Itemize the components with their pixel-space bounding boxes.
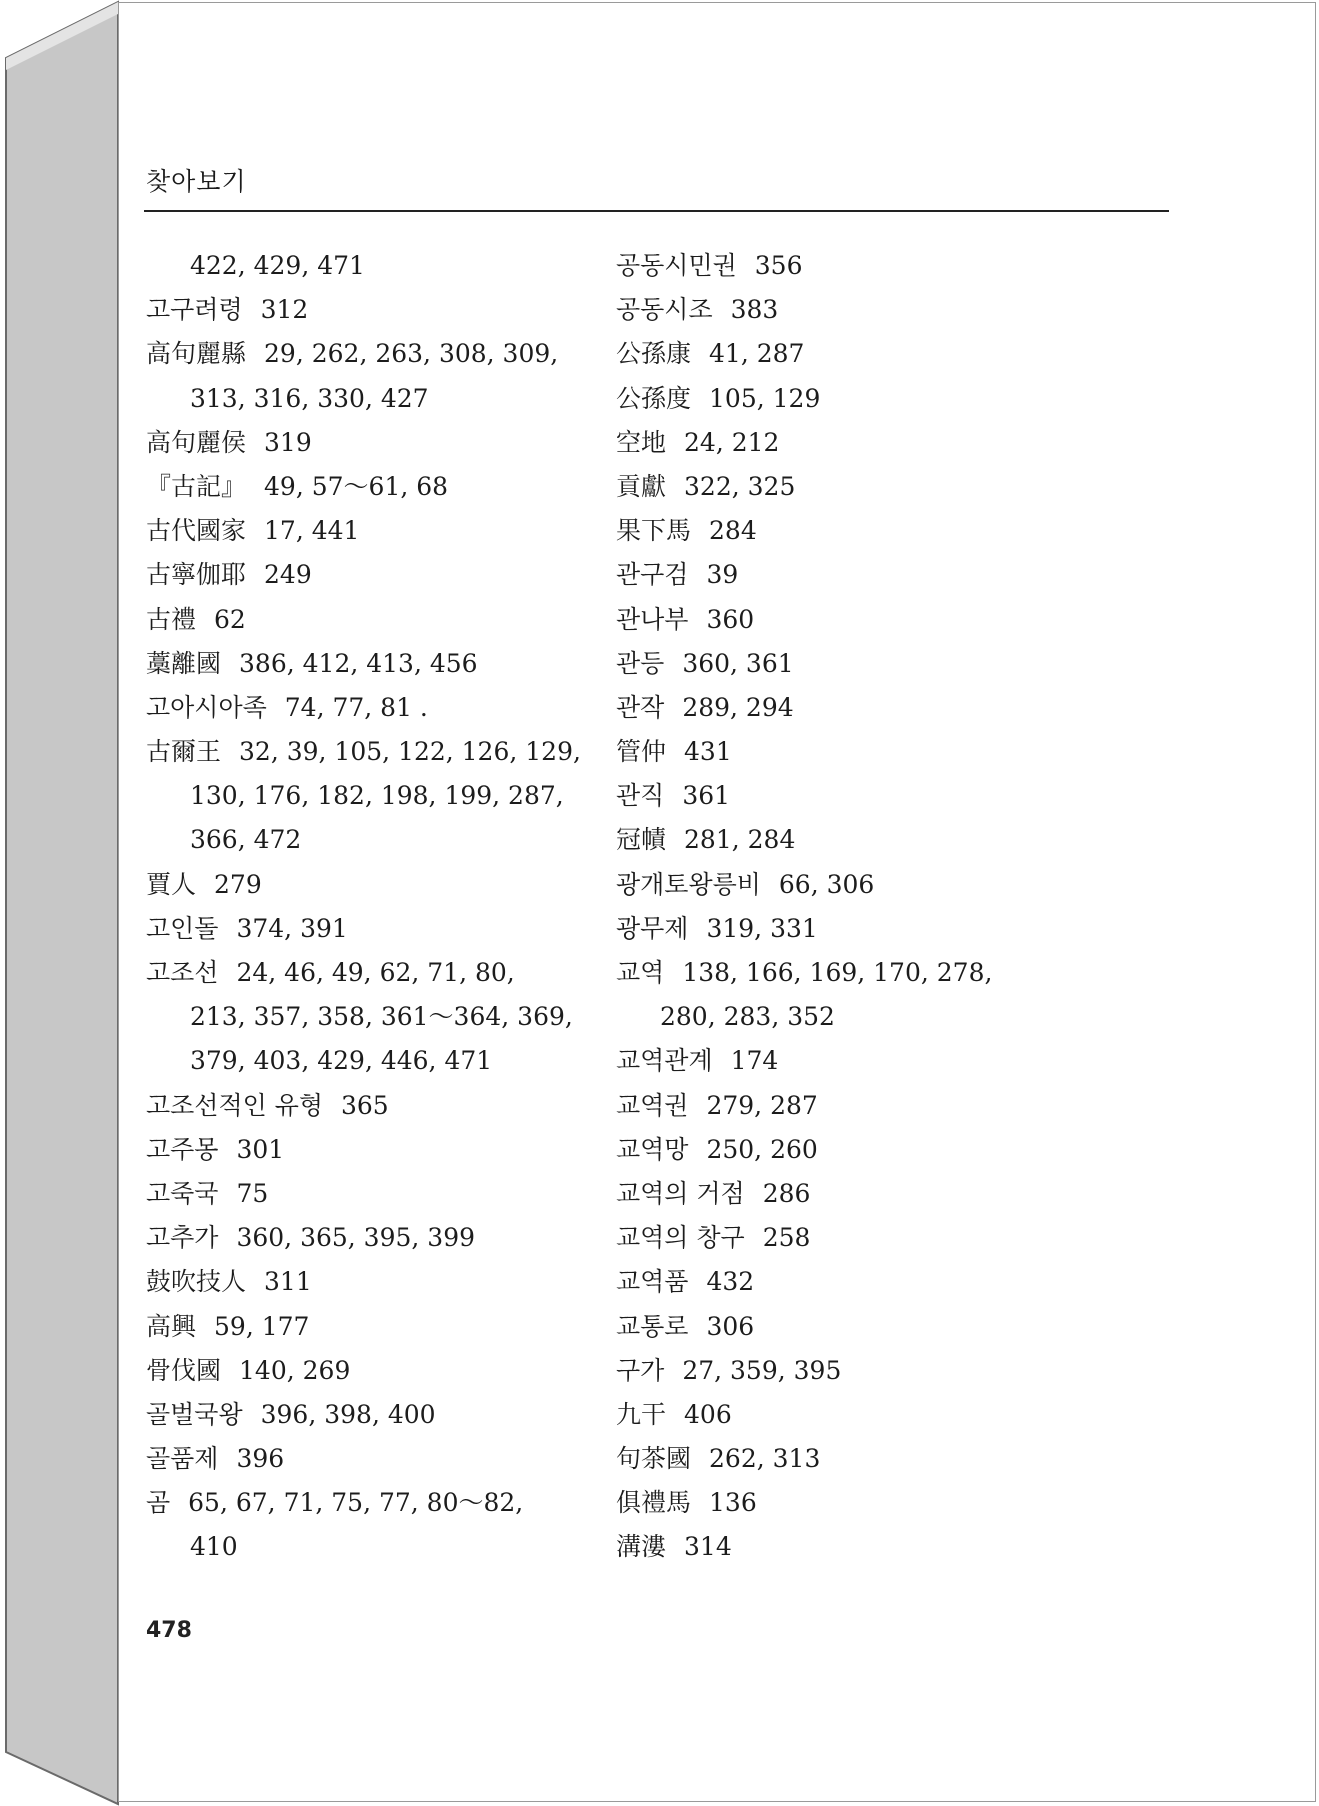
index-page-refs: 130, 176, 182, 198, 199, 287,: [190, 781, 564, 811]
index-page-refs: 74, 77, 81 .: [284, 692, 428, 722]
index-entry: [146, 598, 616, 642]
index-page-refs: 279: [214, 869, 262, 899]
index-entry: [146, 863, 616, 907]
index-entry: [146, 686, 616, 730]
index-page-refs: 396: [236, 1444, 285, 1474]
index-page-refs: 319: [264, 427, 312, 457]
index-page-refs: 301: [236, 1134, 285, 1164]
index-term: 고주몽: [146, 1134, 219, 1164]
index-page-refs: 383: [730, 295, 779, 325]
book-spine: [0, 0, 124, 1806]
index-entry: [146, 465, 616, 509]
index-term: 광무제: [616, 913, 689, 943]
index-entry: [616, 465, 1146, 509]
index-page-refs: 374, 391: [236, 913, 348, 943]
index-term: 교역의 거점: [616, 1178, 745, 1208]
index-term: 관등: [616, 648, 665, 678]
index-page-refs: 27, 359, 395: [682, 1355, 842, 1385]
index-entry: [616, 642, 1146, 686]
index-entry: [146, 1128, 616, 1172]
index-page-refs: 258: [762, 1223, 811, 1253]
index-page-refs: 280, 283, 352: [660, 1002, 835, 1032]
index-term: 고인돌: [146, 913, 219, 943]
index-term: 溝漊: [616, 1532, 667, 1562]
index-entry: [146, 1216, 616, 1260]
index-term: 高句麗侯: [146, 427, 247, 457]
index-page-refs: 32, 39, 105, 122, 126, 129,: [239, 737, 581, 767]
index-entry: [146, 1260, 616, 1304]
index-page-refs: 386, 412, 413, 456: [239, 648, 478, 678]
index-term: 공동시민권: [616, 251, 737, 280]
index-page-refs: 75: [236, 1178, 269, 1208]
index-term: 교역의 창구: [616, 1223, 745, 1253]
index-page-refs: 279, 287: [706, 1090, 818, 1120]
index-page-refs: 312: [260, 295, 309, 325]
index-term: 골벌국왕: [146, 1399, 243, 1429]
index-entry: [616, 421, 1146, 465]
index-term: 관직: [616, 781, 665, 811]
index-page-refs: 213, 357, 358, 361～364, 369,: [190, 1002, 573, 1032]
index-term: 고추가: [146, 1223, 219, 1253]
index-term: 俱禮馬: [616, 1488, 692, 1518]
index-page-refs: 314: [684, 1532, 732, 1562]
index-term: 古寧伽耶: [146, 560, 247, 590]
index-term: 管仲: [616, 737, 667, 767]
page-number: 478: [146, 1618, 192, 1643]
index-page-refs: 322, 325: [684, 471, 796, 501]
index-entry: [616, 288, 1146, 332]
index-term: 句茶國: [616, 1444, 692, 1474]
index-entry: [616, 598, 1146, 642]
index-page-refs: 66, 306: [778, 869, 875, 899]
index-page-refs: 356: [754, 251, 803, 280]
index-page-refs: 379, 403, 429, 446, 471: [190, 1046, 493, 1076]
index-entry: [146, 288, 616, 332]
index-entry: [146, 421, 616, 465]
index-entry: [146, 1393, 616, 1437]
index-page-refs: 140, 269: [239, 1355, 351, 1385]
index-entry-continuation: [146, 244, 616, 288]
index-term: 관구검: [616, 560, 689, 590]
index-term: 고조선: [146, 958, 219, 987]
index-entry: [616, 1216, 1146, 1260]
index-term: 九干: [616, 1399, 667, 1429]
index-page-refs: 62: [214, 604, 246, 634]
index-page-refs: 360, 365, 395, 399: [236, 1223, 476, 1253]
index-page-refs: 360, 361: [682, 648, 794, 678]
index-entry: [616, 332, 1146, 376]
index-entry: [616, 1525, 1146, 1569]
index-page-refs: 174: [730, 1046, 779, 1076]
index-page-refs: 319, 331: [706, 913, 818, 943]
index-entry: [146, 553, 616, 597]
index-page-refs: 29, 262, 263, 308, 309,: [264, 339, 559, 369]
index-term: 관작: [616, 692, 665, 722]
index-entry: [616, 1305, 1146, 1349]
header-rule: [144, 210, 1169, 212]
index-entry: [616, 907, 1146, 951]
index-page-refs: 138, 166, 169, 170, 278,: [682, 958, 993, 987]
index-term: 광개토왕릉비: [616, 869, 761, 899]
index-term: 高句麗縣: [146, 339, 247, 369]
index-entry: [146, 332, 616, 376]
index-term: 곰: [146, 1488, 171, 1518]
index-page-refs: 360: [706, 604, 755, 634]
index-term: 구가: [616, 1355, 665, 1385]
index-page-refs: 365: [341, 1090, 389, 1120]
index-term: 果下馬: [616, 516, 692, 546]
index-page-refs: 24, 46, 49, 62, 71, 80,: [236, 958, 515, 987]
index-page-refs: 410: [190, 1532, 238, 1562]
index-term: 관나부: [616, 604, 689, 634]
index-entry: [616, 1260, 1146, 1304]
running-head: 찾아보기: [146, 167, 247, 196]
index-term: 골품제: [146, 1444, 219, 1474]
index-term: 교역권: [616, 1090, 689, 1120]
index-entry-continuation: [146, 377, 616, 421]
index-entry: [146, 1437, 616, 1481]
index-entry-continuation: [616, 995, 1146, 1039]
index-term: 鼓吹技人: [146, 1267, 247, 1297]
index-page-refs: 311: [264, 1267, 312, 1297]
index-term: 骨伐國: [146, 1355, 222, 1385]
index-page-refs: 286: [762, 1178, 811, 1208]
index-entry: [616, 1084, 1146, 1128]
index-entry: [146, 642, 616, 686]
index-page-refs: 59, 177: [214, 1311, 310, 1341]
index-entry: [146, 1084, 616, 1128]
index-term: 고조선적인 유형: [146, 1090, 323, 1120]
index-term: 空地: [616, 427, 667, 457]
index-term: 교통로: [616, 1311, 689, 1341]
index-term: 고아시아족: [146, 692, 267, 722]
index-term: 賈人: [146, 869, 197, 899]
index-entry: [146, 1481, 616, 1525]
index-term: 고구려령: [146, 295, 243, 325]
index-entry-continuation: [146, 818, 616, 862]
index-page-refs: 136: [709, 1488, 757, 1518]
index-page-refs: 396, 398, 400: [260, 1399, 436, 1429]
index-page-refs: 431: [684, 737, 732, 767]
index-page-refs: 361: [682, 781, 731, 811]
index-page-refs: 39: [706, 560, 739, 590]
index-page-refs: 289, 294: [682, 692, 794, 722]
index-page-refs: 281, 284: [684, 825, 796, 855]
index-term: 고죽국: [146, 1178, 219, 1208]
index-entry: [616, 1128, 1146, 1172]
index-page-refs: 249: [264, 560, 312, 590]
index-term: 교역: [616, 958, 665, 987]
index-entry: [616, 1437, 1146, 1481]
index-page-refs: 250, 260: [706, 1134, 818, 1164]
index-entry: [146, 730, 616, 774]
index-column-left: [146, 244, 616, 1570]
index-entry-continuation: [146, 1525, 616, 1569]
index-entry: [616, 1172, 1146, 1216]
index-entry: [616, 1039, 1146, 1083]
index-page-refs: 284: [709, 516, 757, 546]
index-page-refs: 65, 67, 71, 75, 77, 80～82,: [188, 1488, 524, 1518]
index-page-refs: 432: [706, 1267, 755, 1297]
index-term: 『古記』: [146, 471, 247, 501]
index-term: 古爾王: [146, 737, 222, 767]
index-term: 公孫度: [616, 383, 692, 413]
index-entry: [616, 818, 1146, 862]
index-entry: [616, 244, 1146, 288]
index-entry: [616, 377, 1146, 421]
index-page-refs: 406: [684, 1399, 732, 1429]
index-entry: [616, 1393, 1146, 1437]
index-entry: [616, 730, 1146, 774]
index-page-refs: 24, 212: [684, 427, 780, 457]
index-term: 貢獻: [616, 471, 667, 501]
index-page-refs: 49, 57～61, 68: [264, 471, 449, 501]
index-column-right: [616, 244, 1146, 1570]
index-term: 冠幘: [616, 825, 667, 855]
index-page-refs: 313, 316, 330, 427: [190, 383, 429, 413]
index-term: 公孫康: [616, 339, 692, 369]
index-term: 교역관계: [616, 1046, 713, 1076]
index-entry-continuation: [146, 1039, 616, 1083]
index-page-refs: 41, 287: [709, 339, 805, 369]
index-term: 高興: [146, 1311, 197, 1341]
index-entry: [616, 951, 1146, 995]
index-entry: [616, 1349, 1146, 1393]
index-page-refs: 105, 129: [709, 383, 821, 413]
index-page-refs: 422, 429, 471: [190, 251, 365, 280]
index-page-refs: 366, 472: [190, 825, 302, 855]
index-term: 공동시조: [616, 295, 713, 325]
index-page-refs: 306: [706, 1311, 755, 1341]
index-entry: [146, 1349, 616, 1393]
index-entry: [616, 863, 1146, 907]
index-entry: [146, 907, 616, 951]
index-term: 古代國家: [146, 516, 247, 546]
index-term: 藁離國: [146, 648, 222, 678]
index-term: 古禮: [146, 604, 197, 634]
index-entry: [146, 951, 616, 995]
index-entry: [616, 774, 1146, 818]
index-entry: [146, 509, 616, 553]
index-term: 교역품: [616, 1267, 689, 1297]
index-entry: [616, 686, 1146, 730]
index-entry: [146, 1172, 616, 1216]
index-page-refs: 262, 313: [709, 1444, 821, 1474]
index-term: 교역망: [616, 1134, 689, 1164]
index-entry: [616, 509, 1146, 553]
index-entry: [146, 1305, 616, 1349]
index-page-refs: 17, 441: [264, 516, 360, 546]
index-entry: [616, 1481, 1146, 1525]
index-entry: [616, 553, 1146, 597]
index-entry-continuation: [146, 995, 616, 1039]
index-entry-continuation: [146, 774, 616, 818]
